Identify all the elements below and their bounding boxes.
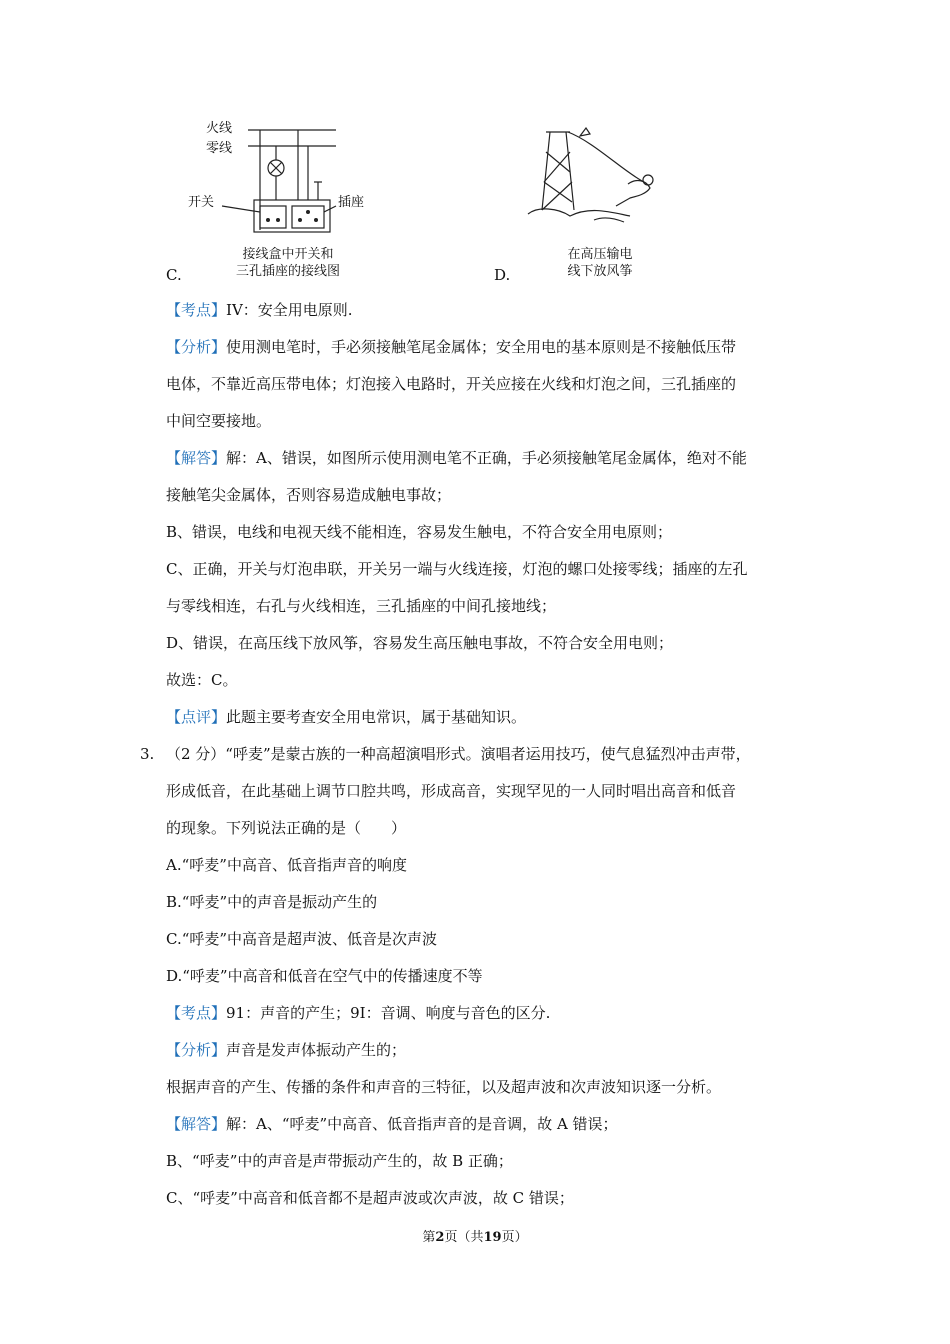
tag-jieda: 【解答】 bbox=[166, 1115, 227, 1133]
q3-number: 3. bbox=[140, 745, 155, 763]
figure-c-letter: C. bbox=[166, 266, 182, 284]
figure-d-letter: D. bbox=[494, 266, 511, 284]
figure-c-caption-1: 接线盒中开关和 bbox=[242, 247, 334, 262]
tag-jieda: 【解答】 bbox=[166, 449, 227, 467]
page-total: 19 bbox=[483, 1230, 502, 1245]
label-live-wire: 火线 bbox=[206, 121, 233, 136]
solution-content bbox=[140, 297, 826, 1222]
q3-fenxi: 【分析】声音是发声体振动产生的； bbox=[166, 1041, 407, 1059]
figure-c-caption-2: 三孔插座的接线图 bbox=[235, 264, 340, 279]
label-socket: 插座 bbox=[338, 195, 365, 210]
q2-fenxi: 【分析】使用测电笔时，手必须接触笔尾金属体；安全用电的基本原则是不接触低压带 bbox=[166, 338, 737, 356]
q3-jieda-b: B、“呼麦”中的声音是声带振动产生的，故 B 正确； bbox=[166, 1152, 513, 1170]
q3-fenxi-cont: 根据声音的产生、传播的条件和声音的三特征，以及超声波和次声波知识逐一分析。 bbox=[166, 1078, 722, 1096]
q2-dianping: 【点评】此题主要考查安全用电常识，属于基础知识。 bbox=[166, 708, 527, 726]
q2-fenxi-cont: 电体，不靠近高压带电体；灯泡接入电路时，开关应接在火线和灯泡之间，三孔插座的 bbox=[166, 375, 737, 393]
q3-jieda: 【解答】解：A、“呼麦”中高音、低音指声音的是音调，故 A 错误； bbox=[166, 1115, 618, 1133]
q3-kaodian: 【考点】91：声音的产生；9I：音调、响度与音色的区分. bbox=[166, 1004, 551, 1022]
q2-option-d: D、错误，在高压线下放风筝，容易发生高压触电事故，不符合安全用电则； bbox=[166, 634, 674, 652]
q3-jieda-c: C、“呼麦”中高音和低音都不是超声波或次声波，故 C 错误； bbox=[166, 1189, 574, 1207]
q3-stem: 3. （2 分）“呼麦”是蒙古族的一种高超演唱形式。演唱者运用技巧，使气息猛烈冲击声带， bbox=[166, 741, 826, 778]
figure-d-caption-1: 在高压输电 bbox=[567, 247, 633, 262]
page-number: 2 bbox=[435, 1230, 445, 1245]
label-switch: 开关 bbox=[188, 195, 215, 210]
q2-answer: 故选：C。 bbox=[166, 671, 238, 689]
q2-option-c: C、正确，开关与灯泡串联，开关另一端与火线连接，灯泡的螺口处接零线；插座的左孔 bbox=[166, 560, 748, 578]
tag-dianping: 【点评】 bbox=[166, 708, 227, 726]
q3-stem-cont: 的现象。下列说法正确的是（ ） bbox=[166, 819, 407, 837]
tag-kaodian: 【考点】 bbox=[166, 301, 227, 319]
q2-kaodian: 【考点】IV：安全用电原则. bbox=[166, 301, 353, 319]
figure-d-caption-2: 线下放风筝 bbox=[567, 264, 633, 279]
q2-jieda: 【解答】解：A、错误，如图所示使用测电笔不正确，手必须接触笔尾金属体，绝对不能 bbox=[166, 449, 747, 467]
q2-option-b: B、错误，电线和电视天线不能相连，容易发生触电，不符合安全用电原则； bbox=[166, 523, 673, 541]
q3-option-c: C.“呼麦”中高音是超声波、低音是次声波 bbox=[166, 930, 438, 948]
q3-stem-cont: 形成低音，在此基础上调节口腔共鸣，形成高音，实现罕见的一人同时唱出高音和低音 bbox=[166, 782, 737, 800]
label-neutral-wire: 零线 bbox=[206, 141, 233, 156]
wiring-diagram bbox=[208, 120, 338, 238]
kite-illustration bbox=[524, 122, 674, 232]
q2-jieda-cont: 接触笔尖金属体，否则容易造成触电事故； bbox=[166, 486, 452, 504]
q2-option-c-cont: 与零线相连，右孔与火线相连，三孔插座的中间孔接地线； bbox=[166, 597, 557, 615]
q2-fenxi-cont: 中间空要接地。 bbox=[166, 412, 272, 430]
q3-option-d: D.“呼麦”中高音和低音在空气中的传播速度不等 bbox=[166, 967, 483, 985]
q3-option-b: B.“呼麦”中的声音是振动产生的 bbox=[166, 893, 378, 911]
page-footer: 第2页（共19页） bbox=[422, 1230, 528, 1245]
tag-fenxi: 【分析】 bbox=[166, 338, 227, 356]
figures-row bbox=[160, 118, 840, 288]
q3-option-a: A.“呼麦”中高音、低音指声音的响度 bbox=[166, 856, 407, 874]
tag-fenxi: 【分析】 bbox=[166, 1041, 227, 1059]
tag-kaodian: 【考点】 bbox=[166, 1004, 227, 1022]
